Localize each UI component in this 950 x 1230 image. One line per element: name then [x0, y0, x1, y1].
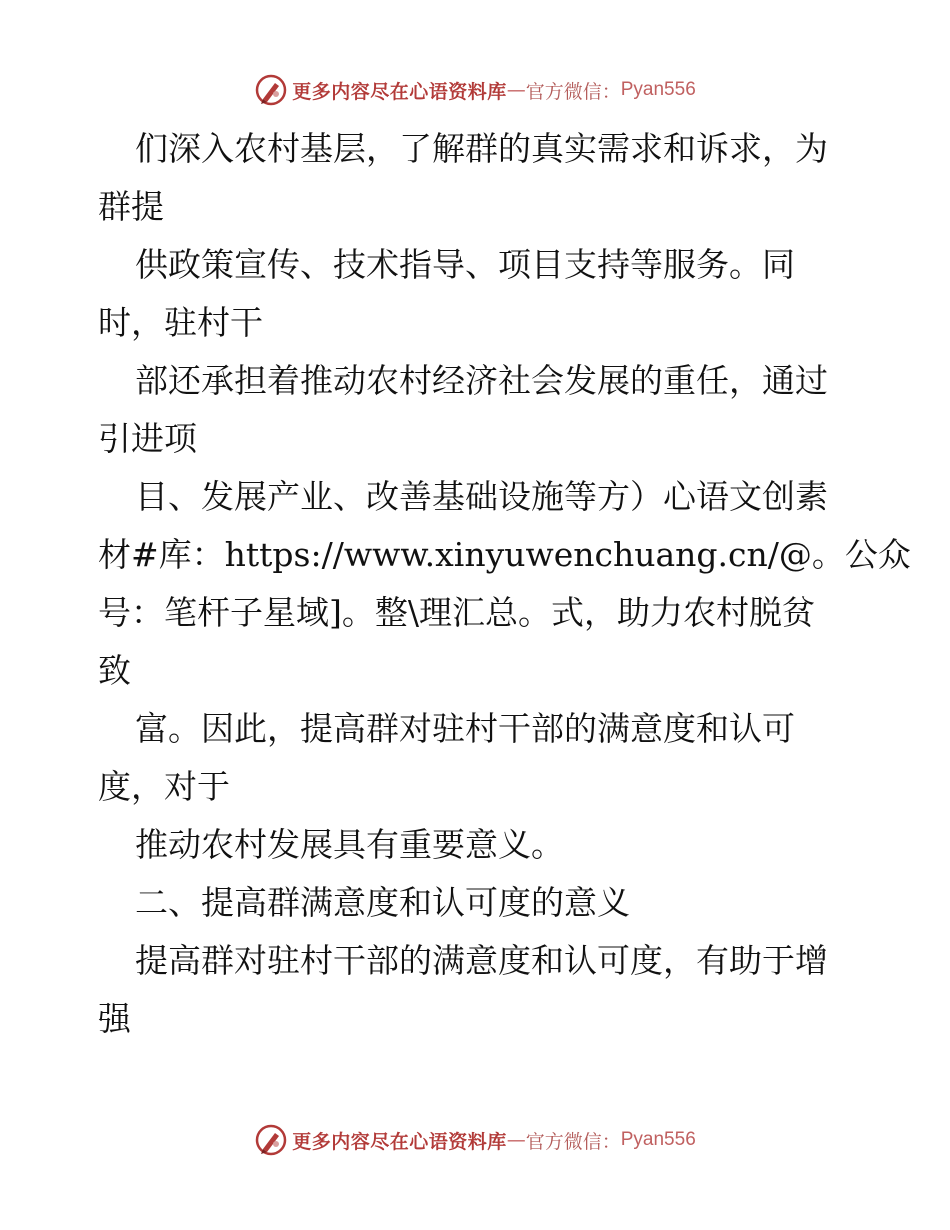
body-line: 提高群对驻村干部的满意度和认可度，有助于增 [135, 941, 828, 980]
body-line: 推动农村发展具有重要意义。 [135, 825, 564, 864]
body-line: 时，驻村干 [98, 303, 263, 342]
banner-main-text: 更多内容尽在心语资料库 [292, 1130, 507, 1153]
banner-wechat-id: Pyan556 [620, 79, 696, 100]
document-body [98, 120, 911, 1048]
pen-logo-icon [254, 73, 288, 107]
body-line: 群提 [98, 187, 164, 226]
section-heading: 二、提高群满意度和认可度的意义 [135, 883, 630, 922]
body-line: 材#库：https://www.xinyuwenchuang.cn/@。公众 [98, 535, 911, 574]
banner-separator: — [506, 1129, 526, 1151]
body-line: 强 [98, 999, 131, 1038]
body-line: 引进项 [98, 419, 197, 458]
banner-wechat-label: 官方微信： [525, 80, 621, 103]
footer-banner [0, 1122, 950, 1158]
body-line: 号：笔杆子星域]。整\理汇总。式，助力农村脱贫 [98, 593, 815, 632]
body-line: 富。因此，提高群对驻村干部的满意度和认可 [135, 709, 795, 748]
banner-main-text: 更多内容尽在心语资料库 [292, 80, 507, 103]
body-line: 部还承担着推动农村经济社会发展的重任，通过 [135, 361, 828, 400]
pen-logo-icon [254, 1123, 288, 1157]
body-line: 们深入农村基层，了解群的真实需求和诉求，为 [135, 129, 828, 168]
body-line: 致 [98, 651, 131, 690]
banner-wechat-id: Pyan556 [620, 1129, 696, 1150]
body-line: 目、发展产业、改善基础设施等方）心语文创素 [135, 477, 828, 516]
header-banner [0, 72, 950, 108]
banner-separator: — [506, 79, 526, 101]
body-line: 供政策宣传、技术指导、项目支持等服务。同 [135, 245, 795, 284]
banner-wechat-label: 官方微信： [525, 1130, 621, 1153]
body-line: 度，对于 [98, 767, 230, 806]
